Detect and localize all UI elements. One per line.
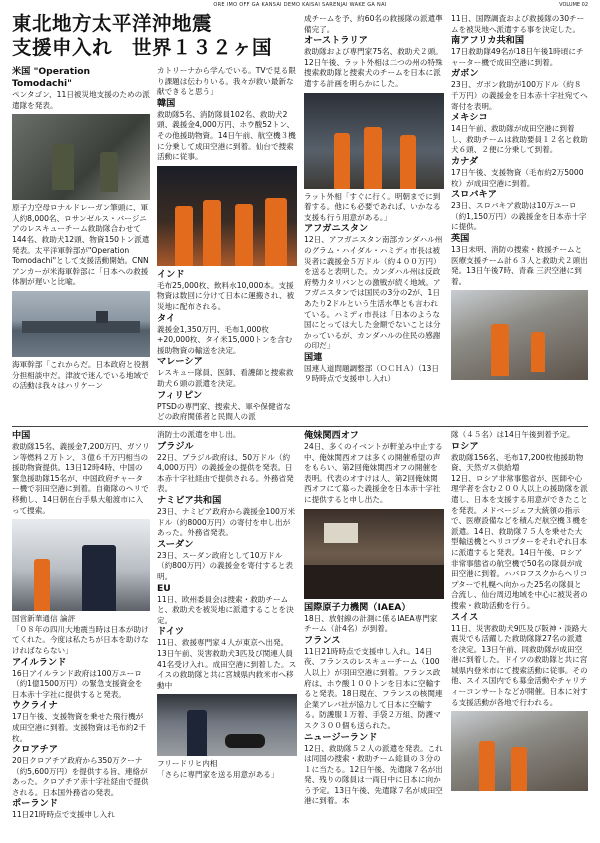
column-russia-swiss: [451, 430, 588, 836]
column-china: [12, 430, 150, 836]
text-malaysia: レスキュー隊員、医師、看護師と捜索救助犬６頭の派遣を決定。: [157, 368, 294, 388]
column-south-africa: [451, 14, 588, 422]
text-australia: 救助隊および専門家75名、救助犬２頭。12日午後、ラット外相は二つの州の特殊捜索救助隊と捜索犬のチームを日本に派遣する計画を明らかにした。: [304, 47, 443, 88]
text-korea: 救助隊5名、消防隊員102名、救助犬2頭、義援金4,000万円、ホウ酸52トン、その他援助物資。14日午前、航空機３機に分乗して成田空港に到着。仙台で捜索活動に従事。: [157, 109, 296, 162]
text-germany: 11日、救援専門家４人が東京へ出発。13日午前、災害救助犬3匹及び関連人員41名受け入れ。成田空港に到着した。スイスの救助隊と共に宮城県内救米市へ移動中: [157, 638, 297, 690]
heading-kansai-off: 俺妹関西オフ: [304, 430, 359, 441]
title-line-2: 支援申入れ 世界１３２ヶ国: [12, 36, 273, 59]
photo-us-soldiers: [12, 114, 150, 200]
text-un: 国連人道問題調整部（ＯＣＨＡ）（13日９時時点で支援申し入れ）: [304, 363, 439, 384]
text-poland-cont: 消防士の派遣を申し出。: [157, 430, 241, 439]
volume-label: VOLUME 02: [559, 2, 588, 8]
column-us: [12, 66, 150, 422]
heading-thai: タイ: [157, 312, 176, 324]
text-ireland: 16日アイルランド政府は100万ユーロ（約1億1500万円）の緊急支援資金を日本赤十字社に提供すると発表。: [12, 668, 143, 699]
caption-us: 海軍幹部「これからだ。日本政府と役割分担相談中だ。津波で迷んでいる地域での活動は我々はハリケーン: [12, 359, 149, 391]
text-china: 救助隊15名、義援金7,200万円、ガソリン等燃料２万トン、３億６千万円相当の援助物資提供。13日12時4時、中国の緊急援助隊15名が、中国政府チャーター機で羽田空港に到着。自衛隊のヘリで移動し、14日朝在台手県大船渡市に入って捜索。: [12, 442, 150, 515]
heading-ireland: アイルランド: [12, 656, 67, 668]
photo-kansai-event: [304, 509, 444, 599]
text-nz-cont: 隊（４５名）は14日午後到着予定。: [451, 430, 575, 439]
heading-russia: ロシア: [451, 440, 479, 452]
heading-canada: カナダ: [451, 155, 479, 167]
heading-un: 国連: [304, 351, 323, 363]
heading-brazil: ブラジル: [157, 440, 194, 452]
photo-korea-team: [157, 166, 297, 266]
text-france: 11日21時時点で支援申し入れ。14日夜、フランスのレスキューチーム（100人以上）が羽田空港に到着。フランス政府は、ホウ酸１００トンを日本に空輸すると発表。18日現在、フランスの核関連企業アレバ社が協力して日本に空輸する。防護服１万着、手袋２万組、防護マスク３００個も送られた。: [304, 646, 443, 730]
text-poland: 11日21時時点で支援申し入れ: [12, 810, 115, 820]
text-us-intro: ペンタゴン、11日被災地支援のための派遣隊を発表。: [12, 90, 150, 110]
heading-iaea: 国際原子力機関（IAEA）: [304, 601, 411, 613]
heading-philippines: フィリピン: [157, 389, 203, 401]
text-un-cont: 11日、国際調査および救援隊の30チームを被災地へ派遣する事を決定した。: [451, 14, 585, 34]
heading-poland: ポーランド: [12, 798, 58, 810]
photo-aircraft-carrier: [12, 291, 150, 357]
photo-switzerland-rescue: [451, 711, 588, 791]
heading-eu: EU: [157, 582, 171, 594]
heading-slovakia: スロバキア: [451, 189, 497, 201]
photo-australia-team: [304, 93, 444, 189]
heading-gabon: ガボン: [451, 68, 479, 80]
column-australia: [304, 14, 444, 422]
running-header: [0, 0, 600, 11]
heading-afghanistan: アフガニスタン: [304, 223, 369, 235]
heading-france: フランス: [304, 634, 341, 646]
heading-switzerland: スイス: [451, 611, 479, 623]
heading-ukraine: ウクライナ: [12, 700, 58, 712]
text-gabon: 23日、ガボン救助が100万ドル（約８千万円）の義援金を日本赤十字社宛てへ寄付を表明。: [451, 80, 588, 111]
heading-china: 中国: [12, 430, 31, 441]
text-india: 毛布25,000枚、飲料水10,000本。支援物資は数回に分けて日本に運搬され、被災地に配布される。: [157, 280, 295, 311]
section-divider: [12, 426, 588, 427]
heading-sudan: スーダン: [157, 538, 194, 550]
text-us-cont: カトリーナから学んでいる。TVで見る限り課題は伝わりいる。我々が救い最新な献できると思う」: [157, 66, 296, 97]
heading-mexico: メキシコ: [451, 112, 488, 124]
text-mexico: 14日午前、救助隊が成田空港に到着し、救助チームは救助要員１２名と救助犬６頭、２便に分乗して到着。: [451, 124, 588, 155]
heading-australia: オーストラリア: [304, 35, 368, 47]
column-korea-india: [157, 66, 297, 422]
text-ukraine: 17日午後、支援物資を乗せた飛行機が成田空港に到着。支援物資は毛布約2千枚。: [12, 712, 146, 743]
text-afghanistan: 12日、アフガニスタン南部カンダハル州のグラム・ハイダル・ハミディ市長は被災者に義援金５万ドル（約４００万円）を送ると表明した。カンダハル州は反政府勢力タリバンとの激戦が続く地域。アフガニスタンでは国民の3分の2が、1日あたり2ドルという生活水準とも言われている。ハミディ市長は「日本のような国にとっては大した金額でないことは分かっているが、カンダハルの住民の感謝の印だ」: [304, 235, 443, 351]
column-kansai-iaea: [304, 430, 444, 836]
heading-croatia: クロアチア: [12, 744, 58, 756]
text-brazil: 22日、ブラジル政府は、50万ドル（約4,000万円）の義援金の提供を発表。日本赤十字社経由で提供される。外務省発表。: [157, 452, 294, 494]
text-south-africa: 17日救助隊49名が18日午後1時頃にチャーター機で成田空港に到着。: [451, 47, 584, 67]
text-uk: 13日未明、消防の捜索・救援チームと医療支援チーム計６３人と救助犬２頭出発。13日午後7時、青森 三沢空港に到着。: [451, 244, 588, 286]
photo-uk-rescue: [451, 290, 588, 380]
text-new-zealand: 12日、救助隊５２人の派遣を発表。これは同国の捜索・救助チーム総員の３分の１に当たる。12日午後、先遣隊７名が出発、残りの隊員は一両日中に日本に向かう予定。13日午後、先遣隊７名が成田空港に到着。本: [304, 743, 443, 806]
caption-australia: ラット外相「すぐに行く。明朝までに到着する。他にも必要であれば、いかなる支援も行う用意がある。」: [304, 191, 441, 222]
heading-uk: 英国: [451, 232, 470, 244]
text-croatia: 20日クロアチア政府から350万クーナ（約5,600万円）を提供する旨、連絡があった。クロアチア赤十字社経由で提供される。日本国外務省の発表。: [12, 756, 149, 797]
title-line-1: 東北地方太平洋沖地震: [12, 12, 213, 35]
text-kansai-off: 24日、多くのイベントが軒並み中止する中、俺妹関西オフは多くの開催希望の声をもらい、第2回俺妹関西オフの開催を表明。代表のオすけは人、第2回俺妹関西オフにて募った義援金を日本赤十字社に提供すると申し出た。: [304, 442, 443, 504]
column-brazil: [157, 430, 297, 836]
text-russia: 救助隊156名、毛布17,200枚他援助物資、天然ガス供給増 12日、ロシア非常事態省が、医師や心理学者を含む２００人以上の援助隊を派遣し、日本を支援する用意ができたことを発表。メドベージェフ大統領の指示で、医療設備などを積んだ航空機３機を派遣。14日、救助隊７５人を乗せた大型輸送機とヘリコプターをそれぞれ日本に派遣すると発表。14日午後、ロシア非常事態省の航空機で50名の隊員が成田空港に到着。ハバロフスクからヘリコプターで札幌へ向かった25名の隊員と合流し、仙台周辺地域を中心に被災者の捜索・救助活動を行う。: [451, 452, 588, 610]
caption-china: 国営新華通信 論評 「０８年の四川大地震当時は日本が助けてくれた。今度は私たちが日本を助けなければならない」: [12, 614, 149, 655]
heading-namibia: ナミビア共和国: [157, 494, 222, 506]
text-iaea: 18日、放射線の計測に係るIAEA専門家チーム（計4名）が到着。: [304, 613, 438, 634]
photo-germany-rescue-dog: [157, 694, 297, 756]
text-phil-cont: 成チームを予、約60名の救援隊の派遣準備完了。: [304, 14, 443, 34]
heading-south-africa: 南アフリカ共和国: [451, 35, 525, 47]
text-slovakia: 23日、スロバキア救助は10万ユーロ（約1,150万円）の義援金を日本赤十字に提供。: [451, 201, 587, 232]
heading-india: インド: [157, 268, 185, 280]
heading-malaysia: マレーシア: [157, 356, 203, 368]
text-us-body: 原子力空母ロナルドレーガン筆頭に、軍人約8,000名、ロサンゼルス・バージニアのレスキューチーム救助隊合わせて144名、救助犬12頭、物資150トン派遣発表。太平洋軍幹部が"Operation Tomodachi"として支援活動開始。CNNアンカーが米海軍幹部に「日本への救援体制が遅いと比喩。: [12, 203, 150, 287]
heading-korea: 韓国: [157, 97, 176, 109]
photo-china-team: [12, 519, 150, 611]
heading-germany: ドイツ: [157, 626, 185, 638]
text-thai: 義援金1,350万円、毛布1,000枚+20,000枚、タイ米15,000トンを含む援助物資の輸送を決定。: [157, 324, 293, 355]
text-canada: 17日午後、支援物資（毛布約2万5000枚）が成田空港に到着。: [451, 167, 584, 188]
text-philippines: PTSDの専門家、捜索犬、軍や保健省などの政府関係者と民間人の派: [157, 401, 291, 422]
heading-new-zealand: ニュージーランド: [304, 731, 378, 743]
page-title: [12, 12, 312, 60]
text-namibia: 23日、ナミビア政府から義援金100万米ドル（約8000万円）の寄付を申し出があった。外務省発表。: [157, 506, 296, 538]
text-eu: 11日、欧州委員会は捜索・救助チームと、救助犬を被災地に派遣することを決定。: [157, 594, 294, 625]
text-switzerland: 11日、災害救助犬9匹及び阪神・淡路大震災でも活躍した救助隊隊27名の派遣を決定。13日午前、同救助隊が成田空港に到着した。ドイツの救助隊と共に宮城県内登米市にて捜索活動に従事。その他、スイス国内でも募金活動やチャリティーコンサートなどが開催。日本に対する支援活動が各地で行われる。: [451, 623, 588, 707]
heading-us: 米国 "Operation Tomodachi": [12, 66, 91, 89]
text-sudan: 23日、スーダン政府として10万ドル（約800万円）の義援金を寄付すると表明。: [157, 550, 293, 581]
caption-germany: フリードリヒ内相 「さらに専門家を送る用意がある」: [157, 759, 279, 779]
header-tagline: ORE IMO OFF GA KANSAI DEMO KAISAI SARENJAI WAKE GA NAI: [213, 2, 387, 8]
